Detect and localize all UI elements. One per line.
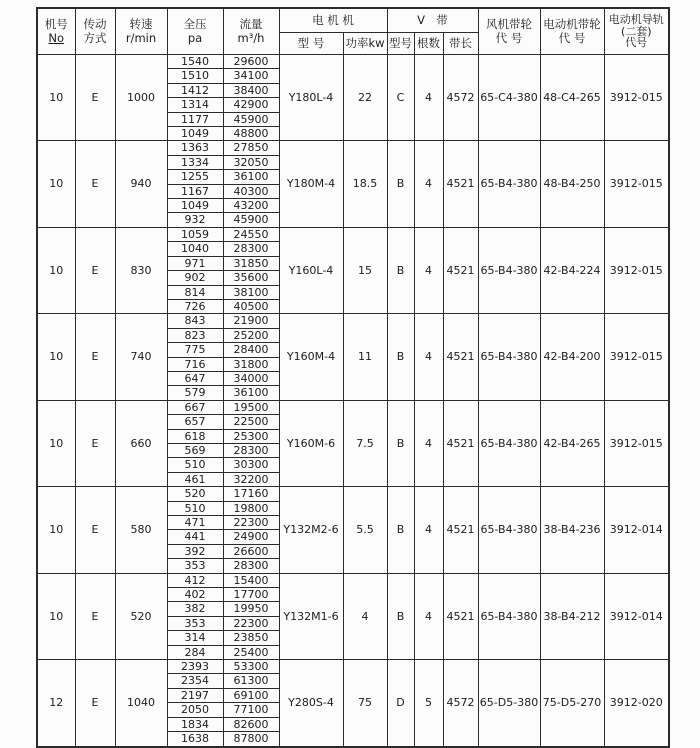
cell-flow: 22500: [223, 415, 279, 429]
table-row: [37, 314, 669, 328]
cell-motor-power: 15: [343, 227, 387, 313]
cell-flow: 28300: [223, 559, 279, 573]
cell-flow: 87800: [223, 732, 279, 747]
cell-pressure: 657: [167, 415, 223, 429]
cell-pressure: 902: [167, 271, 223, 285]
header-speed-line1: 转速: [129, 16, 153, 31]
table-row: [37, 55, 669, 69]
cell-fan-pulley: 65-D5-380: [478, 660, 540, 747]
cell-fan-pulley: 65-B4-380: [478, 141, 540, 227]
cell-motor-power: 7.5: [343, 400, 387, 486]
cell-rail-code: 3912-015: [604, 55, 669, 141]
header-pressure-line2: pa: [187, 30, 203, 45]
header-row-1: [37, 8, 669, 33]
table-header: [37, 8, 669, 55]
header-fan-pulley: [478, 8, 540, 55]
cell-machine-no: 10: [37, 573, 75, 659]
cell-speed: 1040: [115, 660, 167, 747]
header-speed-line2: r/min: [125, 30, 157, 45]
cell-flow: 26600: [223, 544, 279, 558]
table-body: [37, 55, 669, 747]
fan-spec-table: [36, 7, 670, 748]
cell-flow: 48800: [223, 127, 279, 141]
cell-flow: 25200: [223, 328, 279, 342]
header-motor-power: 功率kw: [343, 33, 387, 55]
cell-motor-pulley: 75-D5-270: [540, 660, 604, 747]
cell-flow: 40300: [223, 184, 279, 198]
cell-motor-power: 75: [343, 660, 387, 747]
cell-pressure: 412: [167, 573, 223, 587]
cell-pressure: 579: [167, 386, 223, 400]
cell-flow: 31850: [223, 256, 279, 270]
header-machine-no: [37, 8, 75, 55]
cell-speed: 520: [115, 573, 167, 659]
cell-machine-no: 10: [37, 314, 75, 400]
cell-flow: 82600: [223, 717, 279, 731]
cell-motor-pulley: 42-B4-265: [540, 400, 604, 486]
header-rail: [604, 8, 669, 55]
header-speed: [115, 8, 167, 55]
cell-pressure: 284: [167, 645, 223, 659]
cell-motor-pulley: 48-C4-265: [540, 55, 604, 141]
cell-flow: 61300: [223, 674, 279, 688]
cell-flow: 40500: [223, 299, 279, 313]
cell-pressure: 716: [167, 357, 223, 371]
cell-drive: E: [75, 314, 115, 400]
header-drive-line2: 方式: [83, 30, 107, 45]
cell-motor-power: 22: [343, 55, 387, 141]
cell-rail-code: 3912-014: [604, 487, 669, 573]
header-rail-line1: 电动机导轨: [608, 13, 664, 27]
cell-belt-length: 4521: [443, 400, 478, 486]
cell-speed: 660: [115, 400, 167, 486]
cell-pressure: 726: [167, 299, 223, 313]
cell-flow: 69100: [223, 688, 279, 702]
cell-motor-pulley: 42-B4-200: [540, 314, 604, 400]
cell-flow: 32200: [223, 472, 279, 486]
cell-flow: 77100: [223, 703, 279, 717]
cell-flow: 19800: [223, 501, 279, 515]
cell-belt-length: 4572: [443, 660, 478, 747]
cell-motor-power: 5.5: [343, 487, 387, 573]
cell-belt-count: 4: [414, 573, 443, 659]
cell-pressure: 1059: [167, 227, 223, 241]
table-row: [37, 400, 669, 414]
cell-flow: 36100: [223, 170, 279, 184]
cell-speed: 580: [115, 487, 167, 573]
header-motor-pulley-line1: 电动机带轮: [543, 16, 601, 31]
cell-flow: 15400: [223, 573, 279, 587]
cell-flow: 38400: [223, 83, 279, 97]
cell-pressure: 1540: [167, 55, 223, 69]
cell-belt-count: 4: [414, 487, 443, 573]
cell-drive: E: [75, 141, 115, 227]
cell-drive: E: [75, 227, 115, 313]
cell-belt-count: 4: [414, 55, 443, 141]
header-motor-pulley: [540, 8, 604, 55]
cell-pressure: 314: [167, 631, 223, 645]
cell-drive: E: [75, 660, 115, 747]
cell-pressure: 775: [167, 343, 223, 357]
cell-belt-type: B: [387, 400, 414, 486]
cell-motor-pulley: 38-B4-212: [540, 573, 604, 659]
cell-drive: E: [75, 400, 115, 486]
cell-belt-count: 4: [414, 400, 443, 486]
cell-pressure: 1177: [167, 112, 223, 126]
cell-pressure: 569: [167, 443, 223, 457]
header-motor-pulley-line2: 代 号: [558, 30, 586, 45]
cell-belt-length: 4521: [443, 487, 478, 573]
cell-pressure: 520: [167, 487, 223, 501]
cell-flow: 30300: [223, 458, 279, 472]
table-row: [37, 487, 669, 501]
cell-flow: 42900: [223, 98, 279, 112]
cell-belt-type: B: [387, 314, 414, 400]
cell-flow: 45900: [223, 112, 279, 126]
cell-machine-no: 10: [37, 141, 75, 227]
cell-flow: 36100: [223, 386, 279, 400]
cell-pressure: 647: [167, 371, 223, 385]
cell-pressure: 1314: [167, 98, 223, 112]
cell-belt-count: 4: [414, 227, 443, 313]
cell-belt-length: 4521: [443, 573, 478, 659]
cell-flow: 31800: [223, 357, 279, 371]
cell-motor-pulley: 48-B4-250: [540, 141, 604, 227]
cell-flow: 34100: [223, 69, 279, 83]
cell-flow: 27850: [223, 141, 279, 155]
cell-fan-pulley: 65-C4-380: [478, 55, 540, 141]
cell-machine-no: 10: [37, 227, 75, 313]
cell-flow: 22300: [223, 516, 279, 530]
cell-flow: 34000: [223, 371, 279, 385]
header-flow: [223, 8, 279, 55]
cell-belt-type: B: [387, 227, 414, 313]
cell-pressure: 1834: [167, 717, 223, 731]
header-motor-group: 电 机 机: [279, 8, 387, 33]
header-belt-length: 带长: [443, 33, 478, 55]
cell-drive: E: [75, 55, 115, 141]
cell-belt-length: 4521: [443, 141, 478, 227]
cell-drive: E: [75, 487, 115, 573]
cell-rail-code: 3912-020: [604, 660, 669, 747]
cell-flow: 32050: [223, 155, 279, 169]
cell-machine-no: 10: [37, 55, 75, 141]
cell-drive: E: [75, 573, 115, 659]
header-fan-pulley-line1: 风机带轮: [486, 16, 532, 31]
cell-pressure: 1255: [167, 170, 223, 184]
cell-motor-model: Y160M-4: [279, 314, 343, 400]
cell-fan-pulley: 65-B4-380: [478, 573, 540, 659]
cell-pressure: 1363: [167, 141, 223, 155]
cell-pressure: 510: [167, 501, 223, 515]
cell-flow: 28300: [223, 242, 279, 256]
cell-motor-model: Y180L-4: [279, 55, 343, 141]
cell-flow: 28300: [223, 443, 279, 457]
cell-flow: 24550: [223, 227, 279, 241]
cell-pressure: 1040: [167, 242, 223, 256]
cell-motor-model: Y280S-4: [279, 660, 343, 747]
cell-speed: 1000: [115, 55, 167, 141]
cell-fan-pulley: 65-B4-380: [478, 314, 540, 400]
cell-motor-model: Y180M-4: [279, 141, 343, 227]
header-pressure-line1: 全压: [183, 16, 207, 31]
header-flow-line1: 流量: [239, 16, 263, 31]
cell-pressure: 2197: [167, 688, 223, 702]
cell-pressure: 441: [167, 530, 223, 544]
cell-flow: 29600: [223, 55, 279, 69]
cell-flow: 23850: [223, 631, 279, 645]
cell-belt-type: B: [387, 573, 414, 659]
cell-belt-count: 4: [414, 141, 443, 227]
cell-motor-pulley: 42-B4-224: [540, 227, 604, 313]
cell-flow: 17160: [223, 487, 279, 501]
cell-belt-type: B: [387, 141, 414, 227]
cell-pressure: 667: [167, 400, 223, 414]
header-flow-line2: m³/h: [237, 30, 265, 45]
header-rail-line2: (二套): [620, 24, 652, 38]
cell-pressure: 402: [167, 588, 223, 602]
header-drive-line1: 传动: [83, 16, 107, 31]
header-pressure: [167, 8, 223, 55]
cell-flow: 22300: [223, 616, 279, 630]
cell-rail-code: 3912-014: [604, 573, 669, 659]
cell-flow: 21900: [223, 314, 279, 328]
header-vbelt-group: V 带: [387, 8, 478, 33]
cell-pressure: 353: [167, 616, 223, 630]
header-motor-model: 型 号: [279, 33, 343, 55]
cell-fan-pulley: 65-B4-380: [478, 227, 540, 313]
cell-pressure: 814: [167, 285, 223, 299]
cell-pressure: 971: [167, 256, 223, 270]
table-row: [37, 227, 669, 241]
cell-pressure: 843: [167, 314, 223, 328]
cell-pressure: 2354: [167, 674, 223, 688]
cell-pressure: 2393: [167, 660, 223, 674]
table-row: [37, 660, 669, 674]
cell-machine-no: 10: [37, 400, 75, 486]
cell-pressure: 932: [167, 213, 223, 227]
cell-flow: 19950: [223, 602, 279, 616]
cell-fan-pulley: 65-B4-380: [478, 400, 540, 486]
cell-rail-code: 3912-015: [604, 141, 669, 227]
cell-rail-code: 3912-015: [604, 400, 669, 486]
header-drive: [75, 8, 115, 55]
cell-speed: 830: [115, 227, 167, 313]
cell-flow: 35600: [223, 271, 279, 285]
cell-belt-length: 4572: [443, 55, 478, 141]
cell-belt-type: D: [387, 660, 414, 747]
cell-motor-model: Y160M-6: [279, 400, 343, 486]
cell-belt-type: B: [387, 487, 414, 573]
cell-flow: 24900: [223, 530, 279, 544]
cell-motor-model: Y132M2-6: [279, 487, 343, 573]
cell-speed: 740: [115, 314, 167, 400]
cell-pressure: 353: [167, 559, 223, 573]
header-belt-model: 型号: [387, 33, 414, 55]
cell-flow: 43200: [223, 199, 279, 213]
cell-motor-pulley: 38-B4-236: [540, 487, 604, 573]
cell-speed: 940: [115, 141, 167, 227]
cell-flow: 38100: [223, 285, 279, 299]
cell-pressure: 510: [167, 458, 223, 472]
cell-machine-no: 12: [37, 660, 75, 747]
cell-pressure: 471: [167, 516, 223, 530]
cell-belt-length: 4521: [443, 314, 478, 400]
cell-pressure: 1049: [167, 199, 223, 213]
cell-belt-count: 5: [414, 660, 443, 747]
cell-belt-type: C: [387, 55, 414, 141]
cell-pressure: 1167: [167, 184, 223, 198]
header-machine-no-line2: No: [48, 30, 65, 45]
cell-motor-power: 4: [343, 573, 387, 659]
cell-belt-count: 4: [414, 314, 443, 400]
cell-flow: 25300: [223, 429, 279, 443]
cell-flow: 28400: [223, 343, 279, 357]
cell-flow: 45900: [223, 213, 279, 227]
cell-pressure: 392: [167, 544, 223, 558]
header-rail-line3: 代号: [625, 36, 648, 50]
cell-machine-no: 10: [37, 487, 75, 573]
cell-motor-power: 11: [343, 314, 387, 400]
cell-pressure: 823: [167, 328, 223, 342]
cell-pressure: 1412: [167, 83, 223, 97]
cell-fan-pulley: 65-B4-380: [478, 487, 540, 573]
cell-rail-code: 3912-015: [604, 227, 669, 313]
cell-flow: 53300: [223, 660, 279, 674]
header-belt-count: 根数: [414, 33, 443, 55]
table-row: [37, 141, 669, 155]
cell-pressure: 618: [167, 429, 223, 443]
header-fan-pulley-line2: 代 号: [495, 30, 523, 45]
cell-pressure: 1510: [167, 69, 223, 83]
cell-rail-code: 3912-015: [604, 314, 669, 400]
cell-pressure: 1049: [167, 127, 223, 141]
cell-motor-power: 18.5: [343, 141, 387, 227]
cell-pressure: 2050: [167, 703, 223, 717]
cell-flow: 25400: [223, 645, 279, 659]
table-row: [37, 573, 669, 587]
header-machine-no-line1: 机号: [44, 16, 68, 31]
cell-flow: 19500: [223, 400, 279, 414]
cell-pressure: 1638: [167, 732, 223, 747]
cell-motor-model: Y132M1-6: [279, 573, 343, 659]
cell-motor-model: Y160L-4: [279, 227, 343, 313]
cell-belt-length: 4521: [443, 227, 478, 313]
cell-pressure: 1334: [167, 155, 223, 169]
cell-pressure: 382: [167, 602, 223, 616]
cell-flow: 17700: [223, 588, 279, 602]
cell-pressure: 461: [167, 472, 223, 486]
